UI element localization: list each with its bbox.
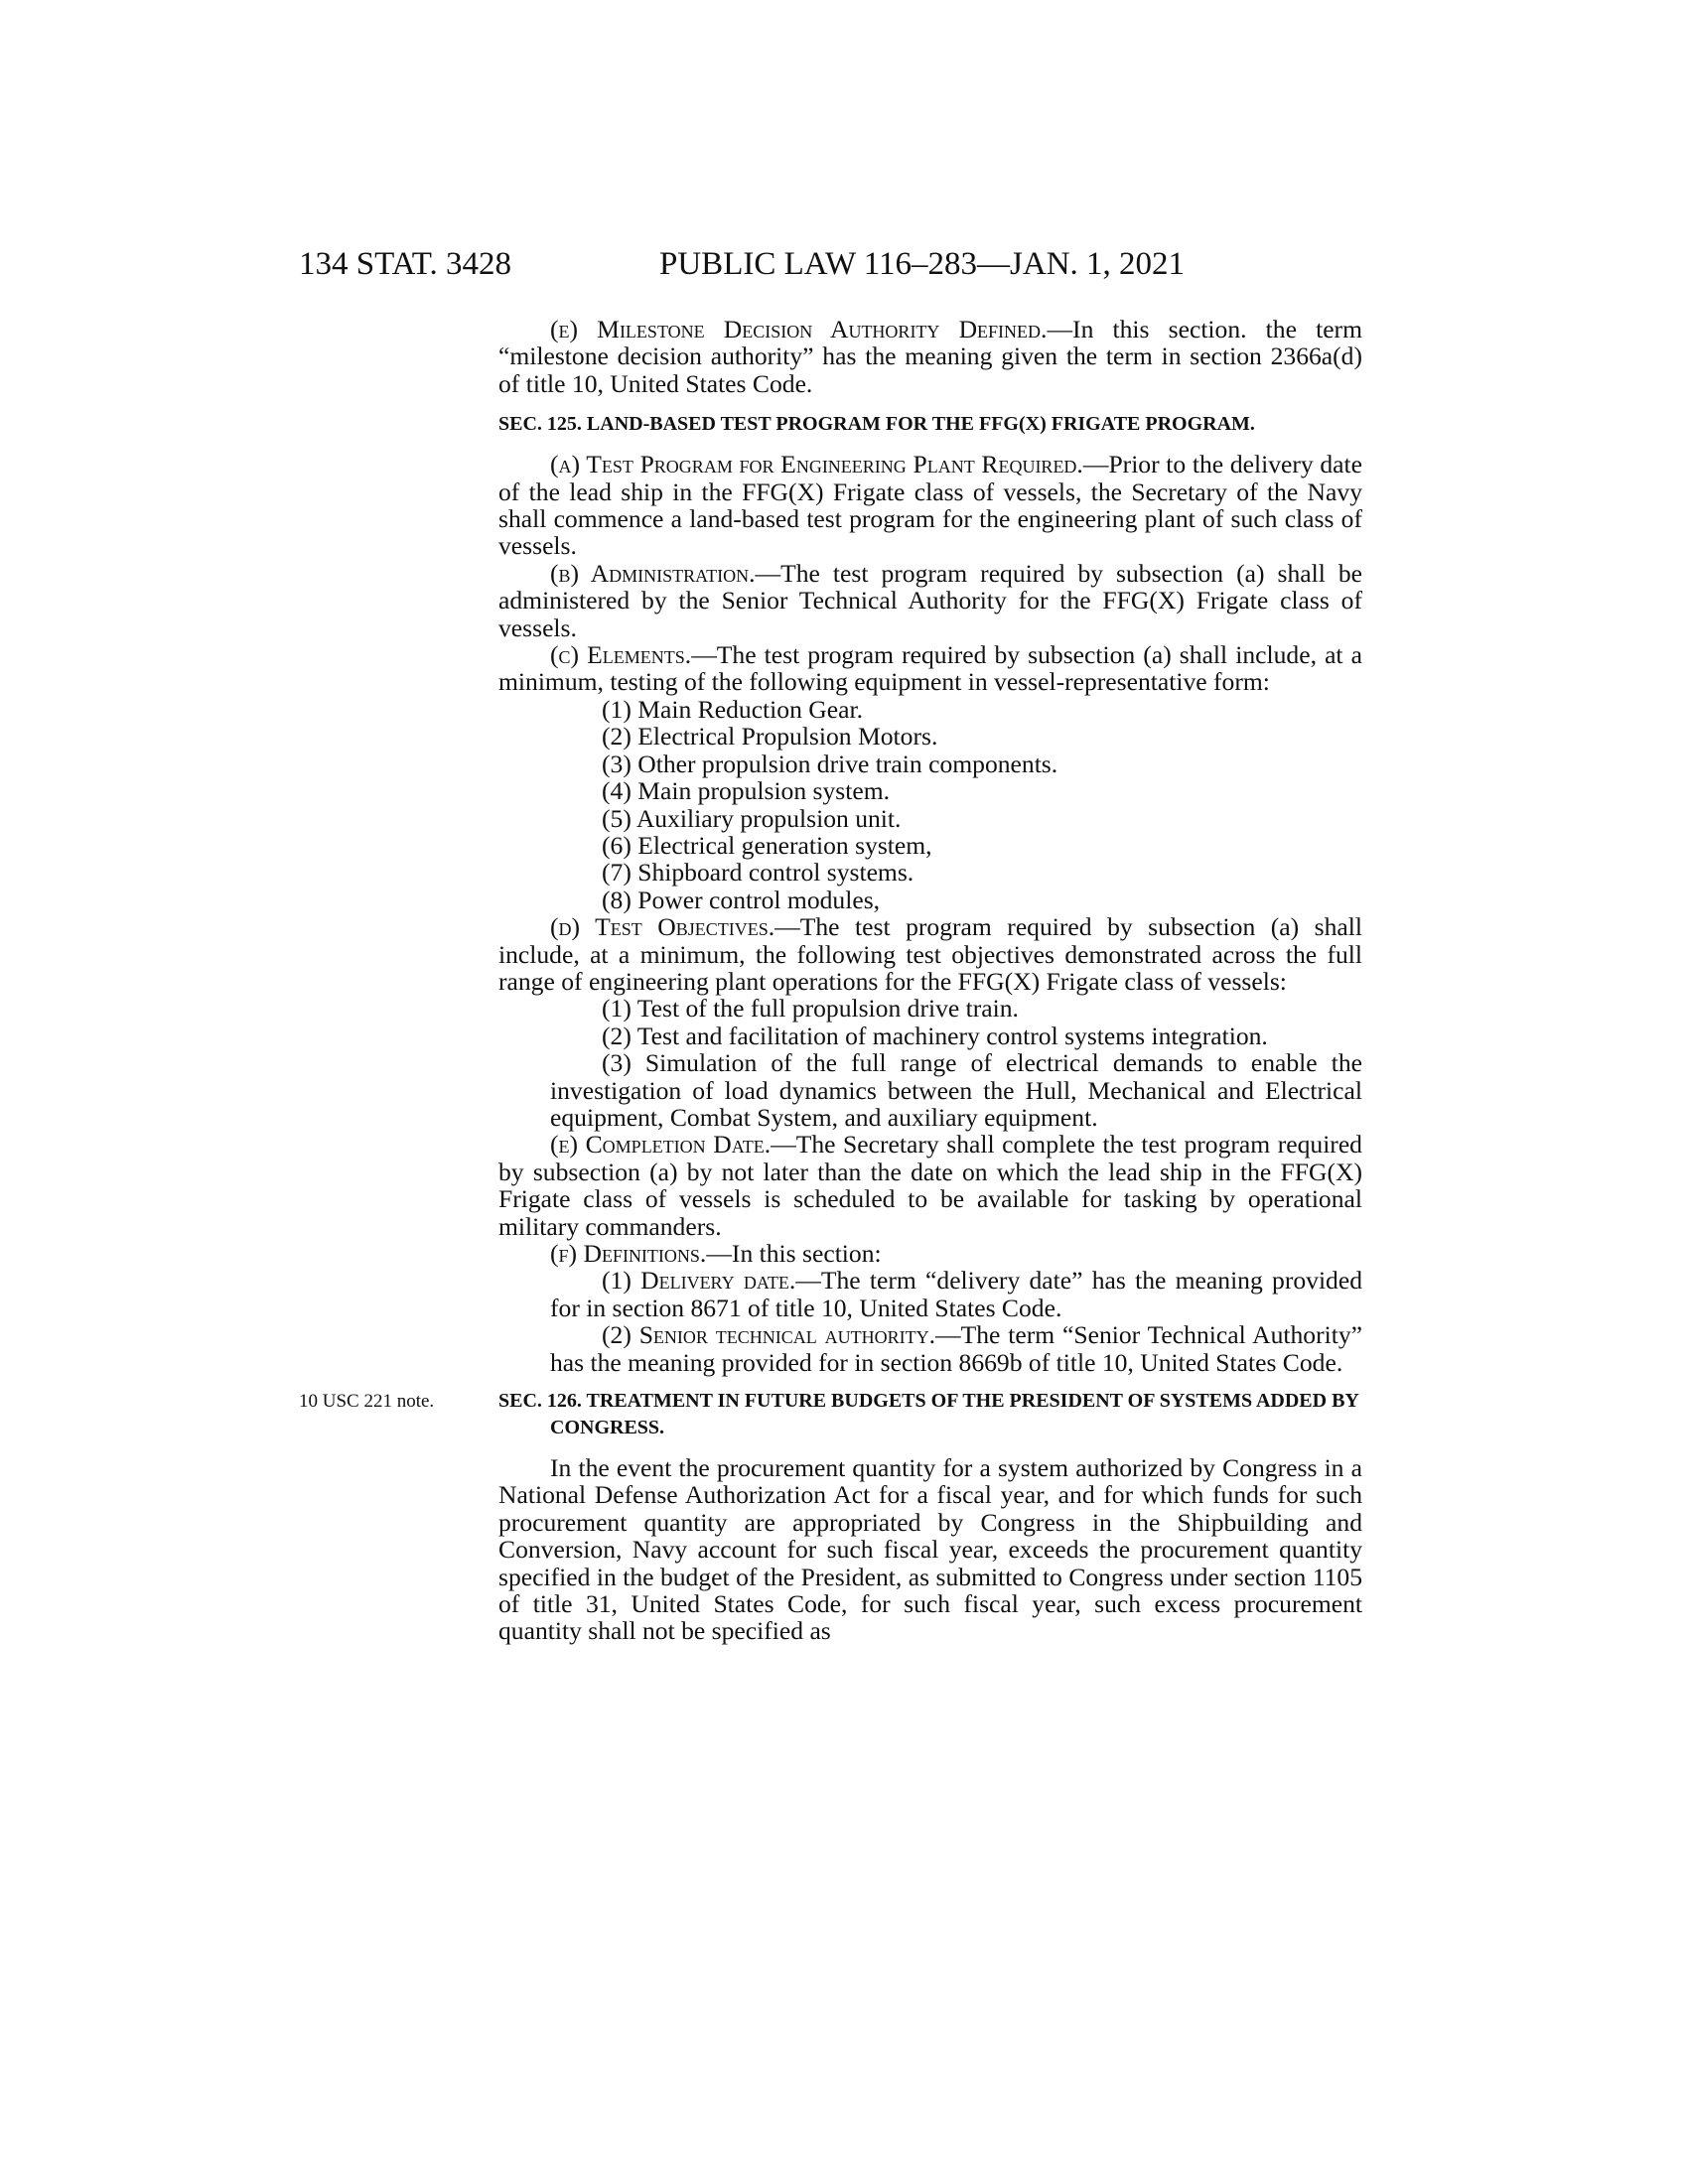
subsection-heading: (c) Elements. xyxy=(550,640,692,670)
document-body xyxy=(299,315,1363,1646)
section-126-heading-block xyxy=(299,1388,1362,1441)
subsection-text: —The Secretary shall complete the test program required by subsection (a) by not later than the date on which the lead ship in the FFG(X) Frigate class of vessels is scheduled to be available for tasking by operational military commanders. xyxy=(498,1130,1362,1241)
list-item: (1) Test of the full propulsion drive train. xyxy=(602,994,1019,1024)
sec124-subsection-e xyxy=(498,316,1362,397)
margin-note: 10 USC 221 note. xyxy=(299,1391,435,1413)
sec126-paragraph: In the event the procurement quantity for a system authorized by Congress in a National Defense Authorization Act for a fiscal year, and for which funds for such procurement quantity are appropriated by Congress in the Shipbuilding and Conversion, Navy account for such fiscal year, exceeds the procurement quantity specified in the budget of the President, as submitted to Congress under section 1105 of title 31, United States Code, for such fiscal year, such excess procurement quantity shall not be specified as xyxy=(498,1453,1362,1646)
statute-page-reference: 134 STAT. 3428 xyxy=(299,246,512,282)
definition-term: (1) Delivery date. xyxy=(602,1266,796,1296)
list-item: (2) Test and facilitation of machinery control systems integration. xyxy=(602,1021,1268,1050)
subsection-heading: (a) Test Program for Engineering Plant Required. xyxy=(550,450,1083,479)
subsection-text: —The test program required by subsection (a) shall include, at a minimum, the following test objectives demonstrated across the full range of engineering plant operations for the FFG(X) Frigate class of vessels: xyxy=(498,912,1363,996)
sec125-subsection-a xyxy=(498,451,1362,560)
running-head xyxy=(0,246,1688,286)
sec125-subsection-d xyxy=(498,913,1362,995)
subsection-text: —The test program required by subsection (a) shall be administered by the Senior Technical Authority for the FFG(X) Frigate class of vessels. xyxy=(498,558,1362,642)
list-item: (7) Shipboard control systems. xyxy=(602,858,914,887)
subsection-text: —In this section: xyxy=(706,1239,882,1268)
list-item: (1) Main Reduction Gear. xyxy=(602,694,863,724)
public-law-title: PUBLIC LAW 116–283—JAN. 1, 2021 xyxy=(659,246,1186,282)
subsection-text: —The test program required by subsection (a) shall include, at a minimum, testing of the following equipment in vessel-representative form: xyxy=(498,640,1363,697)
subsection-text: —In this section. the term “milestone decision authority” has the meaning given the term in section 2366a(d) of title 10, United States Code. xyxy=(498,315,1362,398)
definition-text: —The term “Senior Technical Authority” has the meaning provided for in section 8669b of title 10, United States Code. xyxy=(550,1320,1363,1377)
sec125-subsection-e xyxy=(498,1131,1362,1240)
subsection-heading: (b) Administration. xyxy=(550,558,756,588)
list-item: (2) Electrical Propulsion Motors. xyxy=(602,722,938,751)
list-item: (3) Other propulsion drive train components. xyxy=(602,749,1058,778)
sec125-subsection-b xyxy=(498,560,1362,641)
subsection-heading: (e) Completion Date. xyxy=(550,1130,772,1160)
subsection-text: —Prior to the delivery date of the lead ship in the FFG(X) Frigate class of vessels, the Secretary of the Navy shall commence a land-based test program for the engineering plant of such class of vessels. xyxy=(498,450,1362,561)
definition-senior-technical-authority xyxy=(498,1321,1362,1376)
section-126-heading: SEC. 126. TREATMENT IN FUTURE BUDGETS OF THE PRESIDENT OF SYSTEMS ADDED BY CONGRESS. xyxy=(498,1390,1359,1439)
definition-delivery-date xyxy=(498,1267,1362,1321)
definition-term: (2) Senior technical authority. xyxy=(602,1320,936,1350)
section-125-heading: SEC. 125. LAND-BASED TEST PROGRAM FOR THE FFG(X) FRIGATE PROGRAM. xyxy=(498,413,1255,436)
list-item: (4) Main propulsion system. xyxy=(602,776,891,806)
sec125-subsection-f xyxy=(498,1240,1362,1267)
subsection-heading: (f) Definitions. xyxy=(550,1239,707,1268)
subsection-heading: (d) Test Objectives. xyxy=(550,912,775,942)
definition-text: —The term “delivery date” has the meaning provided for in section 8671 of title 10, United States Code. xyxy=(550,1266,1363,1322)
subsection-heading: (e) Milestone Decision Authority Defined. xyxy=(550,315,1048,343)
list-item: (6) Electrical generation system, xyxy=(602,830,932,860)
list-item: (5) Auxiliary propulsion unit. xyxy=(602,803,902,833)
list-item: (8) Power control modules, xyxy=(602,885,881,914)
list-item: (3) Simulation of the full range of electrical demands to enable the investigation of load dynamics between the Hull, Mechanical and Electrical equipment, Combat System, and auxiliary equipment. xyxy=(550,1048,1362,1132)
sec125-subsection-c xyxy=(498,641,1362,696)
